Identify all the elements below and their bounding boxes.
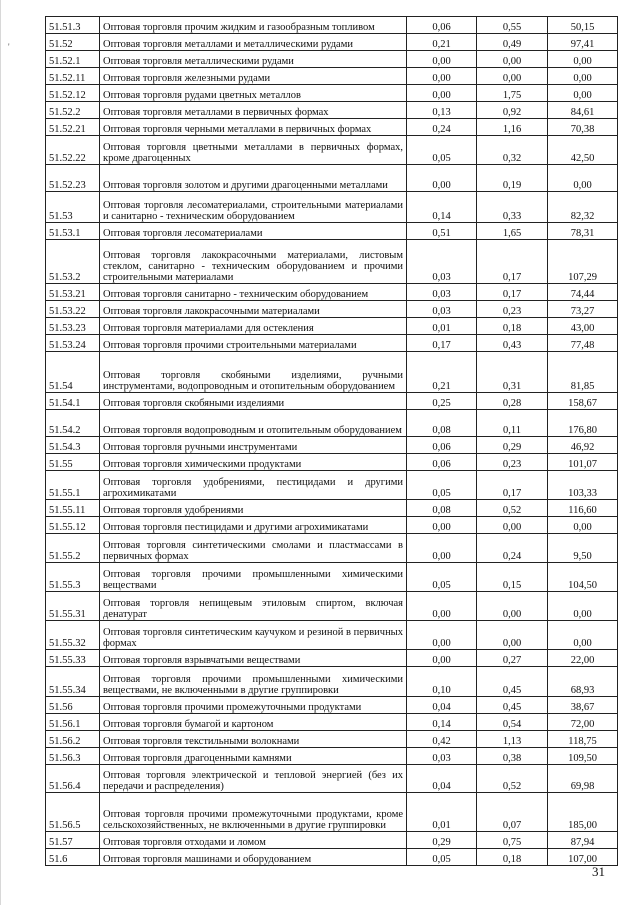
table-row xyxy=(46,240,618,284)
value-2-cell: 0,00 xyxy=(477,592,548,621)
value-3-cell: 103,33 xyxy=(548,471,618,500)
value-2-cell: 0,33 xyxy=(477,192,548,223)
value-1-cell: 0,25 xyxy=(407,393,477,410)
table-row xyxy=(46,165,618,192)
value-2-cell: 0,45 xyxy=(477,667,548,697)
value-1-cell: 0,06 xyxy=(407,437,477,454)
value-1-cell: 0,04 xyxy=(407,697,477,714)
table-row xyxy=(46,454,618,471)
value-3-cell: 70,38 xyxy=(548,119,618,136)
value-2-cell: 1,16 xyxy=(477,119,548,136)
okved-table xyxy=(45,16,618,866)
name-cell: Оптовая торговля бумагой и картоном xyxy=(100,714,407,731)
name-cell: Оптовая торговля синтетическим каучуком и резиной в первичных формах xyxy=(100,621,407,650)
value-2-cell: 0,29 xyxy=(477,437,548,454)
name-cell: Оптовая торговля цветными металлами в первичных формах, кроме драгоценных xyxy=(100,136,407,165)
value-3-cell: 46,92 xyxy=(548,437,618,454)
table-row xyxy=(46,437,618,454)
name-cell: Оптовая торговля прочими промышленными химическими веществами, не включенными в другие группировки xyxy=(100,667,407,697)
value-2-cell: 0,00 xyxy=(477,517,548,534)
code-cell: 51.55.2 xyxy=(46,534,100,563)
value-1-cell: 0,08 xyxy=(407,410,477,437)
code-cell: 51.55.11 xyxy=(46,500,100,517)
name-cell: Оптовая торговля непищевым этиловым спиртом, включая денатурат xyxy=(100,592,407,621)
name-cell: Оптовая торговля текстильными волокнами xyxy=(100,731,407,748)
table-row xyxy=(46,335,618,352)
value-2-cell: 0,15 xyxy=(477,563,548,592)
value-2-cell: 0,17 xyxy=(477,284,548,301)
value-3-cell: 81,85 xyxy=(548,352,618,393)
table-row xyxy=(46,102,618,119)
value-3-cell: 38,67 xyxy=(548,697,618,714)
value-2-cell: 0,43 xyxy=(477,335,548,352)
value-1-cell: 0,21 xyxy=(407,352,477,393)
table-row xyxy=(46,517,618,534)
value-3-cell: 185,00 xyxy=(548,793,618,832)
value-3-cell: 42,50 xyxy=(548,136,618,165)
value-1-cell: 0,03 xyxy=(407,748,477,765)
value-1-cell: 0,00 xyxy=(407,85,477,102)
table-row xyxy=(46,393,618,410)
value-1-cell: 0,21 xyxy=(407,34,477,51)
value-1-cell: 0,00 xyxy=(407,534,477,563)
value-2-cell: 0,19 xyxy=(477,165,548,192)
value-1-cell: 0,42 xyxy=(407,731,477,748)
value-1-cell: 0,04 xyxy=(407,765,477,793)
table-row xyxy=(46,410,618,437)
value-1-cell: 0,01 xyxy=(407,793,477,832)
name-cell: Оптовая торговля прочими строительными материалами xyxy=(100,335,407,352)
code-cell: 51.53.23 xyxy=(46,318,100,335)
value-3-cell: 97,41 xyxy=(548,34,618,51)
value-2-cell: 0,52 xyxy=(477,765,548,793)
value-2-cell: 0,54 xyxy=(477,714,548,731)
value-3-cell: 50,15 xyxy=(548,17,618,34)
code-cell: 51.53.21 xyxy=(46,284,100,301)
value-2-cell: 1,65 xyxy=(477,223,548,240)
value-3-cell: 107,00 xyxy=(548,849,618,866)
value-1-cell: 0,06 xyxy=(407,17,477,34)
value-3-cell: 77,48 xyxy=(548,335,618,352)
value-2-cell: 0,00 xyxy=(477,51,548,68)
name-cell: Оптовая торговля скобяными изделиями, ручными инструментами, водопроводным и отопительным оборудованием xyxy=(100,352,407,393)
table-row xyxy=(46,534,618,563)
value-1-cell: 0,00 xyxy=(407,650,477,667)
table-row xyxy=(46,765,618,793)
code-cell: 51.53.22 xyxy=(46,301,100,318)
value-2-cell: 0,38 xyxy=(477,748,548,765)
table-row xyxy=(46,748,618,765)
code-cell: 51.54.2 xyxy=(46,410,100,437)
value-1-cell: 0,10 xyxy=(407,667,477,697)
value-1-cell: 0,00 xyxy=(407,68,477,85)
name-cell: Оптовая торговля взрывчатыми веществами xyxy=(100,650,407,667)
name-cell: Оптовая торговля отходами и ломом xyxy=(100,832,407,849)
value-2-cell: 0,17 xyxy=(477,240,548,284)
value-3-cell: 82,32 xyxy=(548,192,618,223)
code-cell: 51.52.12 xyxy=(46,85,100,102)
code-cell: 51.57 xyxy=(46,832,100,849)
value-2-cell: 0,55 xyxy=(477,17,548,34)
value-2-cell: 0,24 xyxy=(477,534,548,563)
value-3-cell: 176,80 xyxy=(548,410,618,437)
code-cell: 51.55.3 xyxy=(46,563,100,592)
page-number: 31 xyxy=(592,864,605,879)
name-cell: Оптовая торговля скобяными изделиями xyxy=(100,393,407,410)
table-row xyxy=(46,68,618,85)
value-1-cell: 0,00 xyxy=(407,592,477,621)
name-cell: Оптовая торговля санитарно - техническим оборудованием xyxy=(100,284,407,301)
value-3-cell: 0,00 xyxy=(548,592,618,621)
value-2-cell: 1,13 xyxy=(477,731,548,748)
table-row xyxy=(46,650,618,667)
value-2-cell: 0,45 xyxy=(477,697,548,714)
name-cell: Оптовая торговля удобрениями, пестицидами и другими агрохимикатами xyxy=(100,471,407,500)
value-3-cell: 0,00 xyxy=(548,517,618,534)
code-cell: 51.53.24 xyxy=(46,335,100,352)
value-1-cell: 0,05 xyxy=(407,849,477,866)
code-cell: 51.54.1 xyxy=(46,393,100,410)
table-row xyxy=(46,832,618,849)
value-2-cell: 0,49 xyxy=(477,34,548,51)
code-cell: 51.55.32 xyxy=(46,621,100,650)
code-cell: 51.55.31 xyxy=(46,592,100,621)
name-cell: Оптовая торговля машинами и оборудованием xyxy=(100,849,407,866)
code-cell: 51.52.23 xyxy=(46,165,100,192)
value-3-cell: 109,50 xyxy=(548,748,618,765)
name-cell: Оптовая торговля прочими промежуточными продуктами xyxy=(100,697,407,714)
value-3-cell: 69,98 xyxy=(548,765,618,793)
table-row xyxy=(46,284,618,301)
value-1-cell: 0,17 xyxy=(407,335,477,352)
code-cell: 51.56.1 xyxy=(46,714,100,731)
value-1-cell: 0,00 xyxy=(407,517,477,534)
name-cell: Оптовая торговля лакокрасочными материалами, листовым стеклом, санитарно - техническим оборудованием и прочими строительными материалами xyxy=(100,240,407,284)
value-3-cell: 158,67 xyxy=(548,393,618,410)
name-cell: Оптовая торговля лесоматериалами, строительными материалами и санитарно - техническим оборудованием xyxy=(100,192,407,223)
code-cell: 51.55 xyxy=(46,454,100,471)
table-row xyxy=(46,563,618,592)
table-body xyxy=(46,17,618,866)
code-cell: 51.55.34 xyxy=(46,667,100,697)
value-3-cell: 101,07 xyxy=(548,454,618,471)
code-cell: 51.53.1 xyxy=(46,223,100,240)
table-row xyxy=(46,667,618,697)
name-cell: Оптовая торговля химическими продуктами xyxy=(100,454,407,471)
table-row xyxy=(46,17,618,34)
table-row xyxy=(46,592,618,621)
name-cell: Оптовая торговля металлами и металлическими рудами xyxy=(100,34,407,51)
code-cell: 51.52 xyxy=(46,34,100,51)
code-cell: 51.56.2 xyxy=(46,731,100,748)
code-cell: 51.53 xyxy=(46,192,100,223)
value-3-cell: 84,61 xyxy=(548,102,618,119)
value-2-cell: 0,17 xyxy=(477,471,548,500)
table-row xyxy=(46,34,618,51)
value-3-cell: 22,00 xyxy=(548,650,618,667)
name-cell: Оптовая торговля лакокрасочными материалами xyxy=(100,301,407,318)
code-cell: 51.55.12 xyxy=(46,517,100,534)
name-cell: Оптовая торговля материалами для остекления xyxy=(100,318,407,335)
table-row xyxy=(46,192,618,223)
table-row xyxy=(46,301,618,318)
value-1-cell: 0,00 xyxy=(407,165,477,192)
table-row xyxy=(46,714,618,731)
value-2-cell: 0,11 xyxy=(477,410,548,437)
table-row xyxy=(46,223,618,240)
value-3-cell: 0,00 xyxy=(548,621,618,650)
value-2-cell: 0,23 xyxy=(477,454,548,471)
value-3-cell: 107,29 xyxy=(548,240,618,284)
table-row xyxy=(46,697,618,714)
value-2-cell: 0,00 xyxy=(477,621,548,650)
code-cell: 51.52.1 xyxy=(46,51,100,68)
name-cell: Оптовая торговля драгоценными камнями xyxy=(100,748,407,765)
code-cell: 51.6 xyxy=(46,849,100,866)
value-1-cell: 0,24 xyxy=(407,119,477,136)
table-row xyxy=(46,352,618,393)
code-cell: 51.56.3 xyxy=(46,748,100,765)
value-3-cell: 0,00 xyxy=(548,165,618,192)
code-cell: 51.51.3 xyxy=(46,17,100,34)
value-3-cell: 68,93 xyxy=(548,667,618,697)
code-cell: 51.52.2 xyxy=(46,102,100,119)
value-1-cell: 0,05 xyxy=(407,136,477,165)
value-3-cell: 72,00 xyxy=(548,714,618,731)
value-2-cell: 0,52 xyxy=(477,500,548,517)
code-cell: 51.55.1 xyxy=(46,471,100,500)
name-cell: Оптовая торговля железными рудами xyxy=(100,68,407,85)
value-3-cell: 43,00 xyxy=(548,318,618,335)
value-2-cell: 0,23 xyxy=(477,301,548,318)
value-3-cell: 118,75 xyxy=(548,731,618,748)
value-2-cell: 0,28 xyxy=(477,393,548,410)
value-2-cell: 0,27 xyxy=(477,650,548,667)
value-3-cell: 116,60 xyxy=(548,500,618,517)
name-cell: Оптовая торговля прочим жидким и газообразным топливом xyxy=(100,17,407,34)
name-cell: Оптовая торговля прочими промышленными химическими веществами xyxy=(100,563,407,592)
name-cell: Оптовая торговля металлами в первичных формах xyxy=(100,102,407,119)
code-cell: 51.54.3 xyxy=(46,437,100,454)
value-1-cell: 0,00 xyxy=(407,621,477,650)
value-1-cell: 0,06 xyxy=(407,454,477,471)
value-1-cell: 0,05 xyxy=(407,563,477,592)
value-2-cell: 0,18 xyxy=(477,849,548,866)
value-1-cell: 0,14 xyxy=(407,714,477,731)
value-2-cell: 0,00 xyxy=(477,68,548,85)
value-1-cell: 0,01 xyxy=(407,318,477,335)
table-row xyxy=(46,849,618,866)
table-row xyxy=(46,500,618,517)
value-3-cell: 78,31 xyxy=(548,223,618,240)
code-cell: 51.55.33 xyxy=(46,650,100,667)
value-3-cell: 0,00 xyxy=(548,68,618,85)
value-2-cell: 0,07 xyxy=(477,793,548,832)
code-cell: 51.52.21 xyxy=(46,119,100,136)
value-1-cell: 0,29 xyxy=(407,832,477,849)
value-1-cell: 0,00 xyxy=(407,51,477,68)
value-3-cell: 104,50 xyxy=(548,563,618,592)
value-1-cell: 0,05 xyxy=(407,471,477,500)
name-cell: Оптовая торговля удобрениями xyxy=(100,500,407,517)
value-1-cell: 0,51 xyxy=(407,223,477,240)
value-1-cell: 0,13 xyxy=(407,102,477,119)
table-row xyxy=(46,85,618,102)
name-cell: Оптовая торговля черными металлами в первичных формах xyxy=(100,119,407,136)
page-mark: ' xyxy=(8,42,10,52)
code-cell: 51.54 xyxy=(46,352,100,393)
table-row xyxy=(46,471,618,500)
value-3-cell: 9,50 xyxy=(548,534,618,563)
code-cell: 51.52.11 xyxy=(46,68,100,85)
name-cell: Оптовая торговля ручными инструментами xyxy=(100,437,407,454)
value-3-cell: 87,94 xyxy=(548,832,618,849)
value-2-cell: 1,75 xyxy=(477,85,548,102)
value-2-cell: 0,92 xyxy=(477,102,548,119)
name-cell: Оптовая торговля золотом и другими драгоценными металлами xyxy=(100,165,407,192)
table-row xyxy=(46,136,618,165)
name-cell: Оптовая торговля лесоматериалами xyxy=(100,223,407,240)
name-cell: Оптовая торговля металлическими рудами xyxy=(100,51,407,68)
value-3-cell: 74,44 xyxy=(548,284,618,301)
value-3-cell: 73,27 xyxy=(548,301,618,318)
table-row xyxy=(46,793,618,832)
value-2-cell: 0,75 xyxy=(477,832,548,849)
table-row xyxy=(46,318,618,335)
value-3-cell: 0,00 xyxy=(548,85,618,102)
value-1-cell: 0,14 xyxy=(407,192,477,223)
table-row xyxy=(46,119,618,136)
code-cell: 51.53.2 xyxy=(46,240,100,284)
table-row xyxy=(46,51,618,68)
table-row xyxy=(46,731,618,748)
value-2-cell: 0,32 xyxy=(477,136,548,165)
value-1-cell: 0,03 xyxy=(407,284,477,301)
code-cell: 51.56.4 xyxy=(46,765,100,793)
value-2-cell: 0,18 xyxy=(477,318,548,335)
name-cell: Оптовая торговля рудами цветных металлов xyxy=(100,85,407,102)
name-cell: Оптовая торговля прочими промежуточными продуктами, кроме сельскохозяйственных, не включенными в другие группировки xyxy=(100,793,407,832)
name-cell: Оптовая торговля водопроводным и отопительным оборудованием xyxy=(100,410,407,437)
code-cell: 51.56.5 xyxy=(46,793,100,832)
name-cell: Оптовая торговля пестицидами и другими агрохимикатами xyxy=(100,517,407,534)
value-2-cell: 0,31 xyxy=(477,352,548,393)
name-cell: Оптовая торговля синтетическими смолами и пластмассами в первичных формах xyxy=(100,534,407,563)
name-cell: Оптовая торговля электрической и тепловой энергией (без их передачи и распределения) xyxy=(100,765,407,793)
code-cell: 51.56 xyxy=(46,697,100,714)
table-row xyxy=(46,621,618,650)
value-3-cell: 0,00 xyxy=(548,51,618,68)
code-cell: 51.52.22 xyxy=(46,136,100,165)
value-1-cell: 0,08 xyxy=(407,500,477,517)
value-1-cell: 0,03 xyxy=(407,301,477,318)
value-1-cell: 0,03 xyxy=(407,240,477,284)
